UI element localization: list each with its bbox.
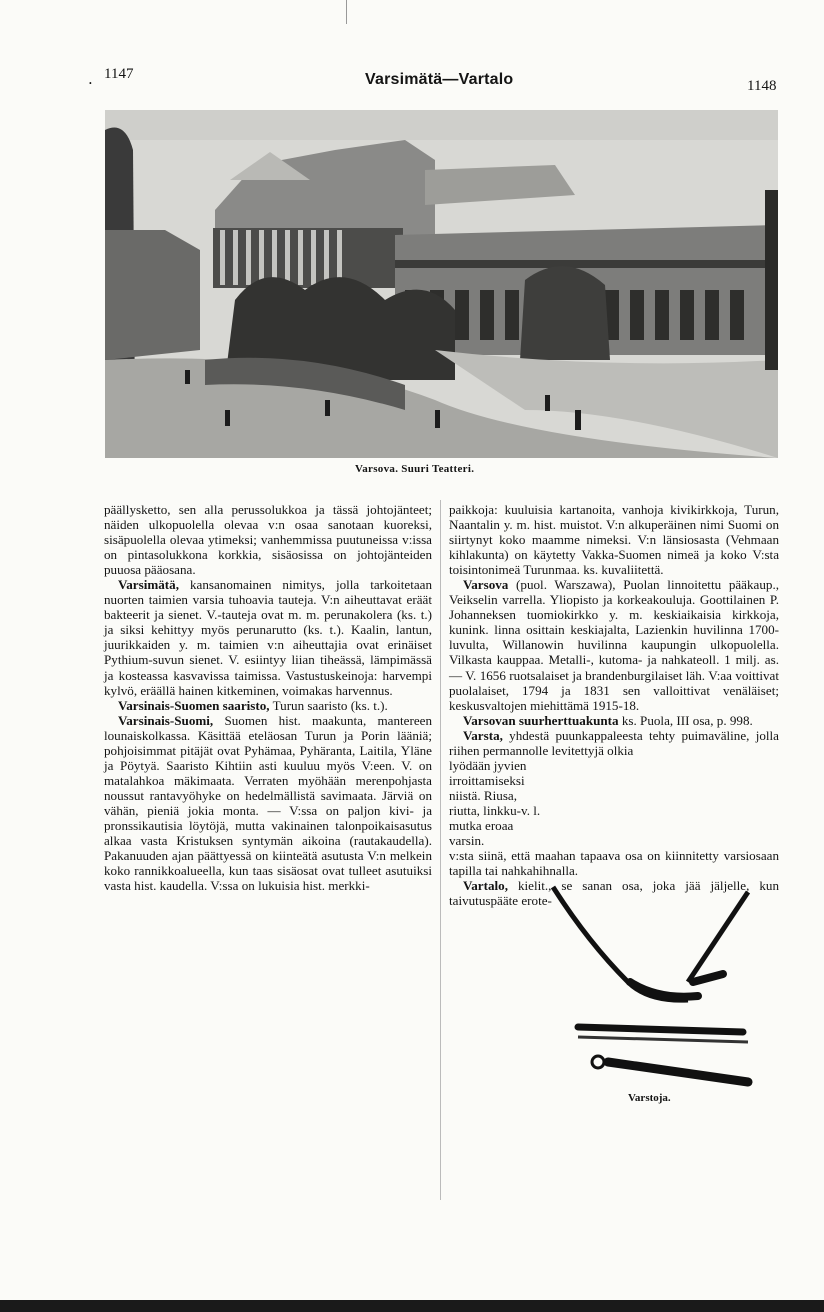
entry-varsova xyxy=(449,577,779,712)
margin-dot: . xyxy=(88,70,93,88)
right-edge-shadow xyxy=(765,190,778,370)
entry-varsta xyxy=(449,728,779,758)
right-column xyxy=(449,502,779,908)
left-column xyxy=(104,502,432,893)
flail-staff-edge xyxy=(578,1037,748,1042)
photo-caption: Varsova. Suuri Teatteri. xyxy=(355,463,475,475)
paragraph-continuation: paikkoja: kuuluisia kartanoita, vanhoja kivikirkkoja, Turun, Naantalin y. m. hist. muistot. V:n alkuperäinen nimi Suomi on siirtynyt koko maamme nimeksi. V:n länsiosasta (Vehmaan kihlakunta) on käytetty Vakka-Suomen nimeä ja koko V:sta toisintonimeä Turunmaa. ks. kuvaliitettä. xyxy=(449,502,779,578)
flail-long-staff xyxy=(578,1027,743,1032)
entry-text: (puol. Warszawa), Puolan linnoitettu pääkaup., Veikselin varrella. Yliopisto ja korkeakouluja. Goottilainen P. Johanneksen tuomiokirkko y. m. keskiaikaisia kirkkoja, kunink. linna osittain keskiajalta, Lazienkin huvilinna 1700-luvulta, Willanowin huvilinna kaupungin ulkopuolella. Vilkasta kauppaa. Metalli-, kutoma- ja nahkateoll. 1 milj. as. — V. 1656 ruotsalaiset ja brandenburgilaiset läh. V:aa voittivat puolalaiset, 1794 ja 1831 sen valloittivat venäläiset; keskusvaltojen miehittämä 1915-18. xyxy=(449,577,779,713)
right-page-number: 1148 xyxy=(747,78,777,94)
headword: Vartalo, xyxy=(463,878,508,894)
headword: Varsova xyxy=(463,577,509,593)
entry-text: ks. Puola, III osa, p. 998. xyxy=(618,712,753,728)
headword: Varsovan suurherttuakunta xyxy=(463,712,619,728)
running-head: Varsimätä—Vartalo xyxy=(365,71,514,88)
flail-swipple xyxy=(608,1062,748,1082)
left-page-number: 1147 xyxy=(104,66,134,82)
left-building xyxy=(105,230,200,360)
entry-varsimata xyxy=(104,577,432,697)
theatre-photograph xyxy=(105,110,778,458)
headword: Varsta, xyxy=(463,727,503,743)
flail-ring xyxy=(592,1056,604,1068)
flail-beater xyxy=(630,982,698,997)
headword: Varsinais-Suomi, xyxy=(118,712,214,728)
flail-curved-handle xyxy=(553,887,688,1000)
entry-varsinais-suomen-saaristo xyxy=(104,698,432,713)
entry-varsinais-suomi xyxy=(104,713,432,894)
entry-text: kansanomainen nimitys, jolla tarkoitetaan nuorten taimien varsia tuhoavia tauteja. V:n aiheuttavat eräät bakteerit ja sienet. V.-tauteja ovat m. m. perunakolera (ks. t.) ja siksi kehittyy myös perunarutto (ks. t.). Kaalin, lantun, juurikkaiden y. m. taimien v:n aiheuttajia ovat erinäiset Pythium-suvun sienet. V. esiintyy liian tiheässä, lämpimässä ja kosteassa kasvavissa taimissa. Vastustuskeinoja: harvempi kylvö, eräällä hainen kitkeminen, voimakas harvennus. xyxy=(104,577,432,698)
varsta-tail: v:sta siinä, että maahan tapaava osa on kiinnitetty varsiosaan tapilla tai nahkahihnalla. xyxy=(449,848,779,879)
tools-caption: Varstoja. xyxy=(628,1092,671,1104)
column-divider xyxy=(440,500,441,1200)
entry-text: Turun saaristo (ks. t.). xyxy=(269,697,388,713)
entry-text: Suomen hist. maakunta, mantereen lounaiskolkassa. Käsittää eteläosan Turun ja Porin lääniä; pohjoisimmat pitäjät ovat Pyhämaa, Pyhäranta, Laitila, Yläne ja Pöytyä. Saaristo Kihtiin asti kuuluu myös V:een. V. on matalahkoa mäkimaata. Verraten myöhään merenpohjasta noussut rantavyöhyke on hedelmällistä savimaata. Järviä on vähän, pieniä jokia monta. — V:ssa on paljon kivi- ja pronssikautisia löytöjä, mutta vakinainen talonpoikaisasutus alkaa vasta Kristuksen syntymän aikoina (rautakaudella). Pakanuuden ajan päättyessä on kiinteätä asutusta V:n melkein koko rannikkoalueella, kun taas sisäosat ovat tulleet asutuiksi vasta hist. kaudella. V:ssa on lukuisia hist. merkki- xyxy=(104,712,432,894)
scan-border-bottom xyxy=(0,1300,824,1312)
entry-text: kielit., se sanan osa, joka jää jäljelle, kun taivutuspääte erote- xyxy=(449,878,779,909)
entry-text: yhdestä puunkappaleesta tehty puimaväline, jolla riihen permannolle levitettyjä olkia xyxy=(449,727,779,758)
wing-cornice xyxy=(395,260,778,268)
headword: Varsinais-Suomen saaristo, xyxy=(118,697,270,713)
varsta-wrap-block xyxy=(449,758,779,848)
theatre-colonnade xyxy=(213,228,403,288)
sky-top xyxy=(105,110,778,140)
headword: Varsimätä, xyxy=(118,577,179,593)
paragraph-continuation: päällysketto, sen alla perussolukkoa ja tässä johtojänteet; näiden ulkopuolella olevaa v:n osaa sanotaan kuoreksi, sisäpuolella olevaa ytimeksi; vanhemmissa puutuneissa v:issa on pintasolukkona korkkia, sisäosissa on johtojänteiden puuosa pääosana. xyxy=(104,502,432,578)
flail-straight-handle xyxy=(688,892,748,982)
entry-varsovan-suurherttuakunta xyxy=(449,713,779,728)
varsta-wrap-text: lyödään jyvien irroittamiseksi niistä. Riusa, riutta, linkku-v. l. mutka eroaa varsin. xyxy=(449,757,541,849)
flail-short-beater xyxy=(693,974,723,982)
flail-illustration xyxy=(548,882,753,1092)
page-fold-line xyxy=(346,0,347,24)
tree-right xyxy=(520,266,610,360)
